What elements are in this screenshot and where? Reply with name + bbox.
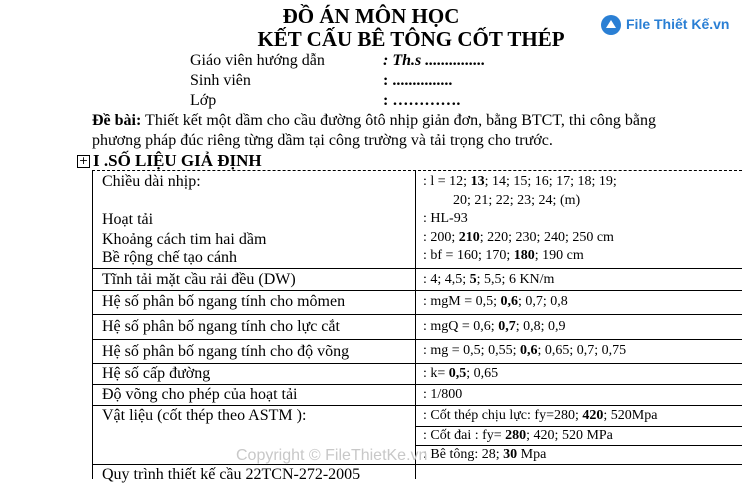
beam-spacing-label: Khoảng cách tim hai dầm bbox=[102, 231, 267, 248]
mgm-selected: 0,6 bbox=[500, 294, 519, 309]
span-label: Chiều dài nhịp: bbox=[102, 173, 201, 190]
mgq-part2: ; 0,8; 0,9 bbox=[515, 319, 566, 334]
instructor-label: Giáo viên hướng dẫn bbox=[190, 52, 325, 69]
dw-label: Tĩnh tải mặt cầu rải đều (DW) bbox=[102, 271, 296, 288]
road-class-value bbox=[423, 366, 498, 382]
mat2-selected: 280 bbox=[505, 428, 527, 443]
flange-width-value bbox=[423, 248, 584, 264]
mg-label: Hệ số phân bố ngang tính cho độ võng bbox=[102, 343, 350, 360]
mat1-part1: : Cốt thép chịu lực: fy=280; bbox=[423, 408, 583, 423]
mgm-label: Hệ số phân bố ngang tính cho mômen bbox=[102, 293, 346, 310]
main-rebar-value bbox=[423, 408, 657, 424]
mat3-part2: Mpa bbox=[517, 447, 547, 462]
mat2-part1: : Cốt đai : fy= bbox=[423, 428, 506, 443]
instructor-value: : Th.s ............... bbox=[383, 52, 486, 69]
deflection-value: : 1/800 bbox=[423, 387, 463, 402]
mgq-selected: 0,7 bbox=[498, 319, 516, 334]
mgm-part1: : mgM = 0,5; bbox=[423, 294, 501, 309]
mat3-part1: : Bê tông: 28; bbox=[423, 447, 504, 462]
task-label: Đề bài: bbox=[92, 112, 142, 129]
section-expand-icon[interactable]: + bbox=[78, 154, 89, 167]
logo-text: File Thiết Kế.vn bbox=[626, 16, 730, 32]
span-selected: 13 bbox=[470, 174, 485, 189]
road-class-label: Hệ số cấp đường bbox=[102, 365, 211, 382]
class-value: : …………. bbox=[383, 92, 461, 109]
beam-part1: : 200; bbox=[423, 230, 459, 245]
k-part2: ; 0,65 bbox=[466, 366, 499, 381]
dw-value bbox=[423, 272, 554, 288]
materials-label: Vật liệu (cốt thép theo ASTM ): bbox=[102, 407, 307, 424]
flange-selected: 180 bbox=[513, 248, 535, 263]
design-code-label: Quy trình thiết kế cầu 22TCN-272-2005 bbox=[102, 466, 361, 483]
dw-part1: : 4; 4,5; bbox=[423, 272, 470, 287]
mg-part2: ; 0,65; 0,7; 0,75 bbox=[537, 343, 627, 358]
beam-spacing-value bbox=[423, 230, 614, 246]
mat2-part2: ; 420; 520 MPa bbox=[526, 428, 613, 443]
task-line-1 bbox=[92, 112, 656, 130]
mg-part1: : mg = 0,5; 0,55; bbox=[423, 343, 520, 358]
k-part1: : k= bbox=[423, 366, 449, 381]
mat3-selected: 30 bbox=[503, 447, 518, 462]
mat1-selected: 420 bbox=[582, 408, 604, 423]
dw-part2: ; 5,5; 6 KN/m bbox=[476, 272, 555, 287]
k-selected: 0,5 bbox=[448, 366, 467, 381]
doc-title-line2: KẾT CẤU BÊ TÔNG CỐT THÉP bbox=[257, 27, 565, 51]
student-label: Sinh viên bbox=[190, 72, 251, 89]
mgm-value bbox=[423, 294, 568, 310]
mgq-label: Hệ số phân bố ngang tính cho lực cắt bbox=[102, 318, 340, 335]
class-label: Lớp bbox=[190, 92, 217, 109]
span-value bbox=[423, 174, 617, 190]
section-title: I .SỐ LIỆU GIẢ ĐỊNH bbox=[93, 151, 262, 170]
task-text-2: phương pháp đúc riêng từng dầm tại công trường và tải trọng cho trước. bbox=[92, 132, 553, 149]
task-text-1: Thiết kết một dầm cho cầu đường ôtô nhịp giản đơn, bằng BTCT, thi công bằng bbox=[141, 112, 657, 129]
span-part1: : l = 12; bbox=[423, 174, 471, 189]
flange-part2: ; 190 cm bbox=[534, 248, 584, 263]
flange-part1: : bf = 160; 170; bbox=[423, 248, 514, 263]
live-load-value: : HL-93 bbox=[423, 211, 468, 226]
deflection-label: Độ võng cho phép của hoạt tải bbox=[102, 386, 298, 403]
flange-width-label: Bề rộng chế tạo cánh bbox=[102, 249, 238, 266]
mgm-part2: ; 0,7; 0,8 bbox=[518, 294, 568, 309]
mat1-part2: ; 520Mpa bbox=[603, 408, 658, 423]
mg-selected: 0,6 bbox=[519, 343, 538, 358]
copyright-watermark: Copyright © FileThietKe.vn bbox=[236, 447, 428, 464]
mgq-value bbox=[423, 319, 565, 335]
mg-value bbox=[423, 343, 626, 359]
beam-part2: ; 220; 230; 240; 250 cm bbox=[479, 230, 614, 245]
beam-selected: 210 bbox=[458, 230, 480, 245]
live-load-label: Hoạt tải bbox=[102, 211, 154, 228]
stirrup-value bbox=[423, 428, 613, 444]
student-value: : ............... bbox=[383, 72, 453, 89]
span-value-line2: 20; 21; 22; 23; 24; (m) bbox=[453, 193, 581, 208]
span-part2: ; 14; 15; 16; 17; 18; 19; bbox=[484, 174, 617, 189]
doc-title-line1: ĐỒ ÁN MÔN HỌC bbox=[282, 4, 460, 28]
concrete-value bbox=[423, 447, 546, 463]
dw-selected: 5 bbox=[469, 272, 477, 287]
mgq-part1: : mgQ = 0,6; bbox=[423, 319, 499, 334]
